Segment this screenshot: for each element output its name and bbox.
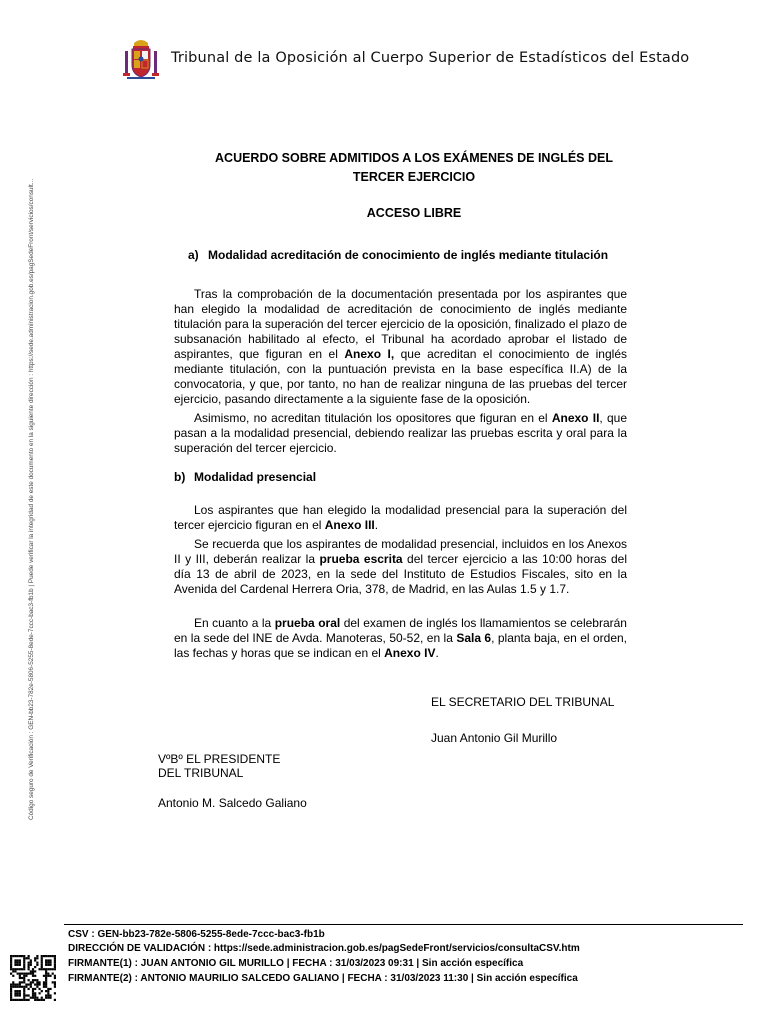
footer-validation-url: DIRECCIÓN DE VALIDACIÓN : https://sede.administracion.gob.es/pagSedeFront/servicios/consultaCSV.htm — [68, 943, 580, 954]
secretary-title: EL SECRETARIO DEL TRIBUNAL — [431, 695, 615, 709]
section-b-marker: b) — [174, 470, 186, 484]
section-a-marker: a) — [188, 248, 199, 262]
footer-signer-1: FIRMANTE(1) : JUAN ANTONIO GIL MURILLO | FECHA : 31/03/2023 09:31 | Sin acción específica — [68, 958, 524, 969]
president-title-line1: VºBº EL PRESIDENTE — [158, 752, 281, 766]
section-a-body — [174, 287, 627, 456]
coat-of-arms-logo — [122, 37, 160, 79]
header-title: Tribunal de la Oposición al Cuerpo Superior de Estadísticos del Estado — [171, 50, 690, 66]
section-b-paragraph-3: En cuanto a la prueba oral del examen de inglés los llamamientos se celebrarán en la sede del INE de Avda. Manoteras, 50-52, en la Sala 6, planta baja, en el orden, las fechas y horas que se indican en el Anexo IV. — [174, 616, 628, 660]
section-a-heading: Modalidad acreditación de conocimiento de inglés mediante titulación — [208, 248, 609, 262]
section-b-body — [174, 503, 627, 661]
side-verification-text: Código seguro de Verificación : GEN-bb23-782e-5806-5255-8ede-7ccc-bac3-fb1b | Puede verificar la integridad de este documento en la siguiente dirección : https://sede.administracion.gob.es/pagSedeFront/servicios/consult... — [28, 178, 35, 820]
document-title-line2: TERCER EJERCICIO — [352, 170, 476, 184]
document-title-line1: ACUERDO SOBRE ADMITIDOS A LOS EXÁMENES DE INGLÉS DEL — [215, 151, 613, 165]
section-b-heading: Modalidad presencial — [194, 470, 317, 484]
footer-signer-2: FIRMANTE(2) : ANTONIO MAURILIO SALCEDO GALIANO | FECHA : 31/03/2023 11:30 | Sin acción específica — [68, 973, 578, 984]
footer-csv: CSV : GEN-bb23-782e-5806-5255-8ede-7ccc-bac3-fb1b — [68, 929, 325, 940]
president-title-line2: DEL TRIBUNAL — [158, 766, 244, 780]
secretary-name: Juan Antonio Gil Murillo — [431, 731, 558, 745]
section-a-paragraph-1: Tras la comprobación de la documentación presentada por los aspirantes que han elegido la modalidad de acreditación de conocimiento de inglés mediante titulación para la superación del tercer ejercicio de la oposición, finalizado el plazo de subsanación habilitado al efecto, el Tribunal ha acordado aprobar el listado de aspirantes, que figuran en el Anexo I, que acreditan el conocimiento de inglés mediante titulación, con la puntuación prevista en la base específica II.A) de la convocatoria, y que, por tanto, no han de realizar ninguna de las pruebas del tercer ejercicio, pasando directamente a la siguiente fase de la oposición. — [174, 287, 627, 406]
document-subtitle: ACCESO LIBRE — [366, 206, 462, 220]
president-name: Antonio M. Salcedo Galiano — [158, 796, 307, 810]
qr-code-icon — [10, 955, 56, 1001]
section-b-paragraph-2: Se recuerda que los aspirantes de modalidad presencial, incluidos en los Anexos II y III, deberán realizar la prueba escrita del tercer ejercicio a las 10:00 horas del día 13 de abril de 2023, en la sede del Instituto de Estudios Fiscales, sito en la Avenida del Cardenal Herrera Oria, 378, de Madrid, en las Aulas 1.5 y 1.7. — [174, 537, 628, 596]
section-b-paragraph-1: Los aspirantes que han elegido la modalidad presencial para la superación del tercer ejercicio figuran en el Anexo III. — [174, 503, 627, 532]
footer-divider — [64, 924, 743, 925]
section-a-paragraph-2: Asimismo, no acreditan titulación los opositores que figuran en el Anexo II, que pasan a la modalidad presencial, debiendo realizar las pruebas escrita y oral para la superación del tercer ejercicio. — [174, 411, 627, 455]
